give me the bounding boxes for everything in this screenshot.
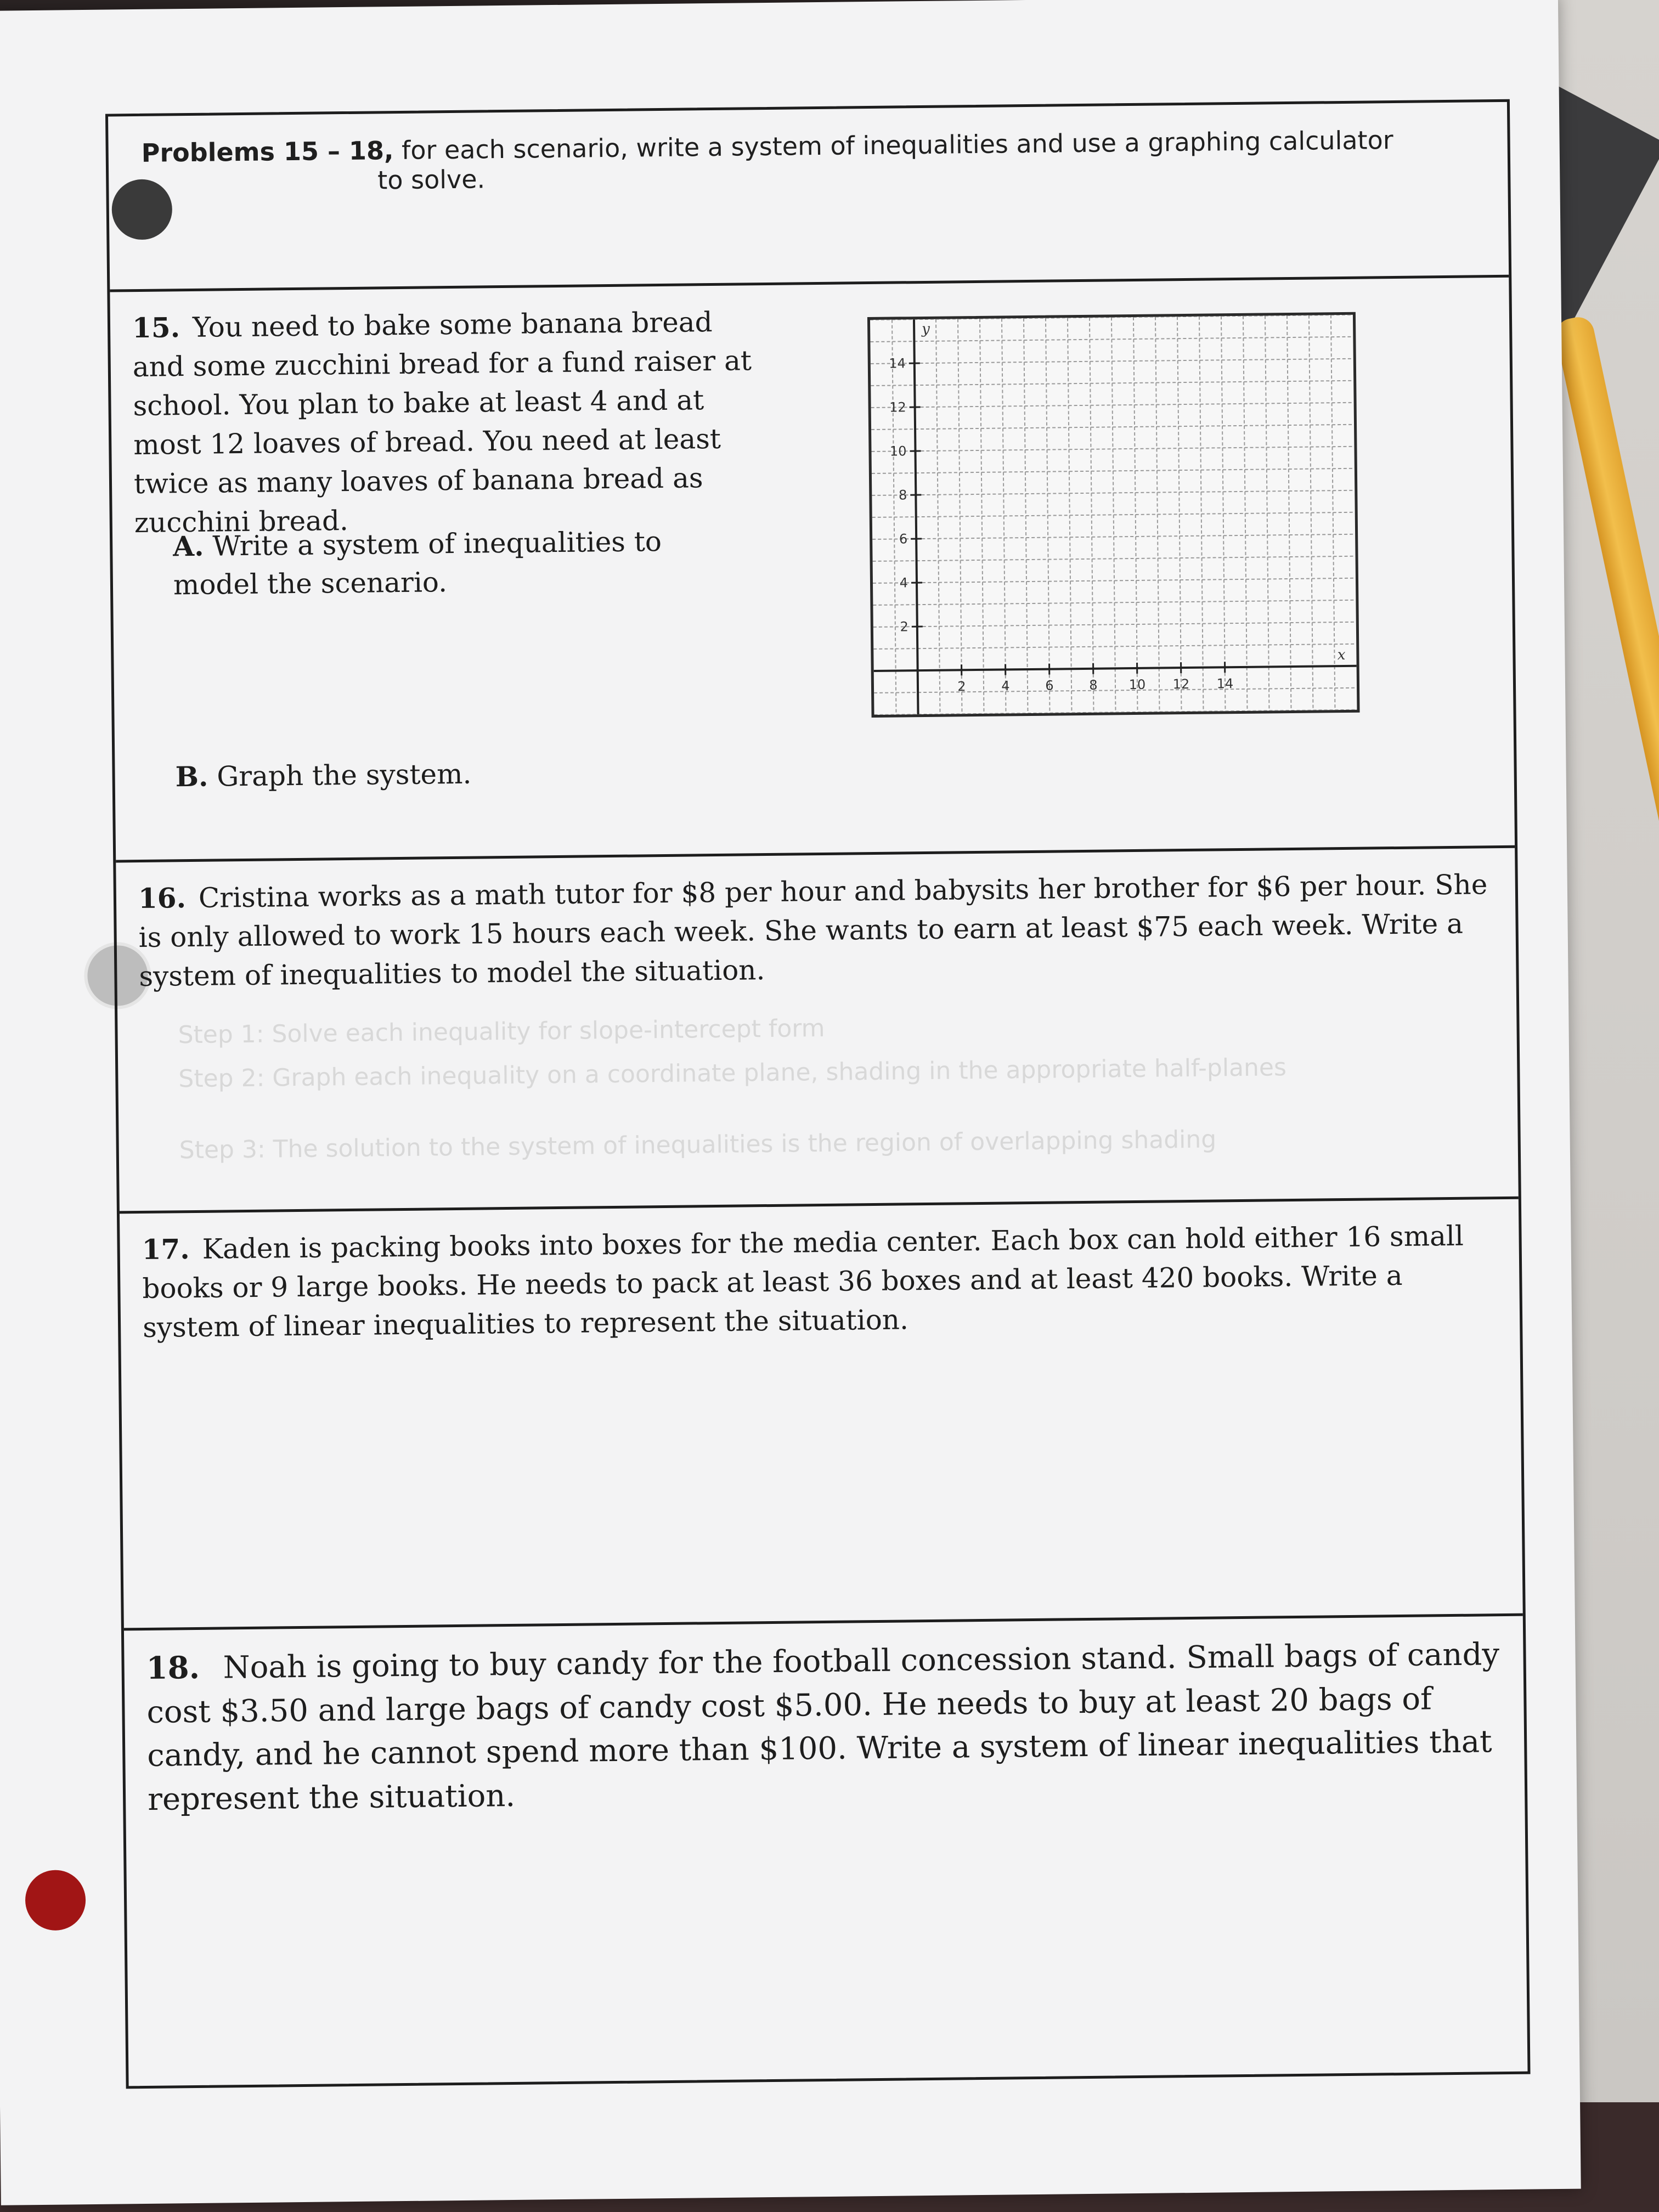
x-tick-label: 10 [1128,676,1146,693]
problem-16 [116,848,1519,1214]
show-through-step1: Step 1: Solve each inequality for slope-intercept form [178,1014,825,1049]
instructions-line2: to solve. [377,164,486,195]
instructions-text: for each scenario, write a system of inequalities and use a graphing calculator [393,125,1393,166]
y-tick-label: 14 [889,356,906,371]
problem-number: 16. [138,882,187,915]
x-tick-label: 8 [1089,677,1098,693]
part-label: B. [175,760,208,793]
problem-number: 17. [142,1233,190,1266]
y-tick-label: 6 [899,531,908,547]
y-tick-label: 10 [889,443,907,459]
part-text: Graph the system. [217,758,472,793]
y-tick-label: 4 [899,575,909,591]
x-axis-label: x [1337,646,1346,664]
problem-text: Noah is going to buy candy for the football concession stand. Small bags of candy cost $3.50 and large bags of candy cost $5.00. He needs to buy at least 20 bags of candy, and he cannot spend more than $100. Write a system of linear inequalities that represent the situation. [146,1637,1500,1818]
part-text: Write a system of inequalities to model the scenario. [173,526,662,601]
problem-18 [124,1616,1528,2092]
problem-text: You need to bake some banana bread and some zucchini bread for a fund raiser at school. You plan to bake at least 4 and at most 12 loaves of bread. You need at least twice as many loaves of banana bread as zucchini bread. [132,306,752,539]
x-tick-label: 12 [1172,676,1190,692]
problem-15-statement [132,302,765,543]
part-label: A. [172,529,204,563]
x-tick-label: 6 [1045,678,1054,693]
problem-text: Kaden is packing books into boxes for the media center. Each box can hold either 16 small books or 9 large books. He needs to pack at least 36 boxes and at least 420 books. Write a system of linear inequalities to represent the situation. [142,1220,1464,1344]
problems-frame [105,99,1531,2089]
y-tick-label: 8 [898,487,907,503]
problem-15 [110,278,1515,863]
show-through-step3: Step 3: The solution to the system of inequalities is the region of overlapping shading [179,1125,1217,1165]
coordinate-grid-svg [870,315,1357,715]
x-tick-label: 4 [1001,678,1010,694]
problem-number: 18. [146,1649,200,1686]
grid-line-horizontal [874,710,1357,715]
coordinate-grid[interactable] [867,312,1360,718]
show-through-step2: Step 2: Graph each inequality on a coordinate plane, shading in the appropriate half-planes [178,1053,1287,1093]
binder-hole-bottom [25,1870,86,1931]
y-axis-label: y [922,320,930,338]
x-tick-label: 14 [1216,676,1234,692]
problem-16-statement [138,865,1494,996]
problem-17-statement [142,1216,1498,1347]
y-tick-label: 2 [900,619,909,635]
instructions-prefix: Problems 15 – 18, [141,136,394,168]
instructions-header [108,102,1509,292]
problem-15-part-a [173,521,749,604]
x-tick-label: 2 [957,679,966,695]
y-tick-label: 12 [889,399,906,415]
problem-number: 15. [132,311,180,345]
problem-text: Cristina works as a math tutor for $8 per hour and babysits her brother for $6 per hour. She is only allowed to work 15 hours each week. She wants to earn at least $75 each week. Write a system of inequalities to model the situation. [138,868,1488,993]
problem-18-statement [146,1633,1503,1821]
problem-15-part-b [175,752,752,796]
problem-17 [120,1199,1523,1631]
